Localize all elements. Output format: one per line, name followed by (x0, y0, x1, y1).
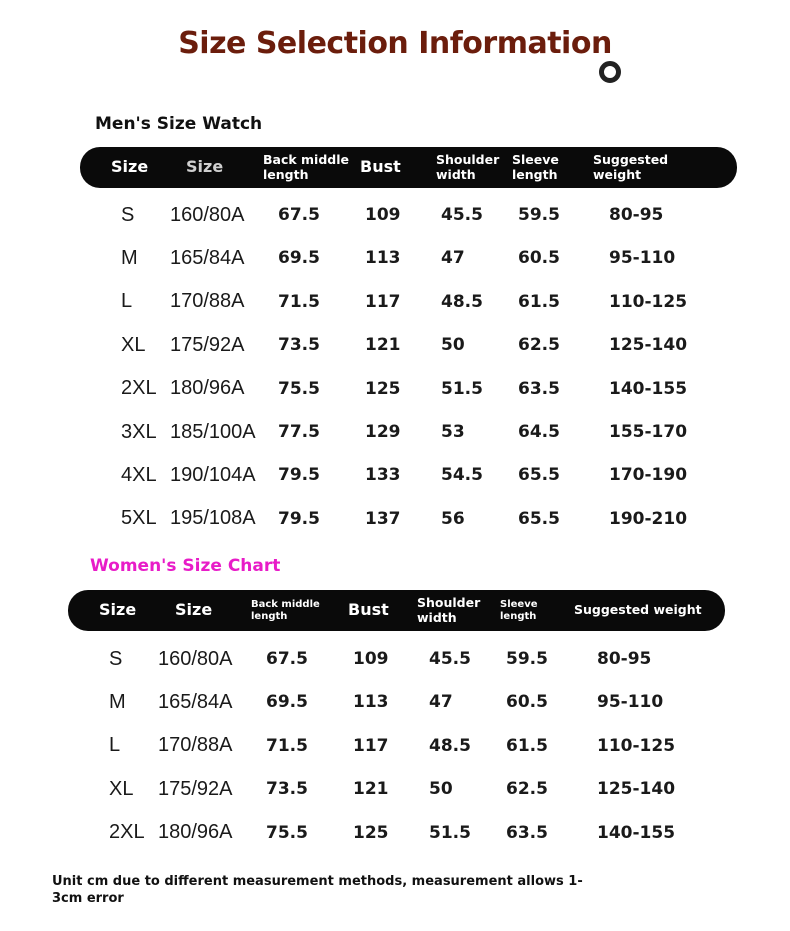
bust-cell: 117 (365, 291, 401, 312)
table-row (0, 287, 790, 317)
weight-cell: 140-155 (597, 822, 676, 843)
size-label-cell: 3XL (121, 420, 157, 443)
page-title: Size Selection Information (178, 26, 612, 61)
size-code-cell: 170/88A (170, 290, 245, 313)
women-section-title: Women's Size Chart (90, 556, 281, 576)
weight-cell: 80-95 (609, 205, 664, 225)
sleeve-header: Sleeve length (512, 152, 559, 182)
back-length-cell: 71.5 (266, 735, 308, 756)
weight-cell: 95-110 (609, 248, 676, 269)
shoulder-cell: 47 (429, 692, 453, 713)
sleeve-cell: 60.5 (506, 692, 548, 713)
size-code-cell: 165/84A (158, 690, 233, 713)
table-row (0, 644, 790, 674)
size-label-cell: M (109, 690, 126, 713)
bust-header: Bust (348, 600, 389, 620)
bust-cell: 137 (365, 508, 401, 529)
size-label-cell: L (121, 290, 133, 313)
back-length-cell: 67.5 (278, 205, 320, 225)
men-section-title: Men's Size Watch (95, 114, 263, 134)
size-code-cell: 175/92A (158, 777, 233, 800)
shoulder-cell: 45.5 (429, 649, 471, 669)
sleeve-cell: 63.5 (518, 378, 560, 399)
bust-cell: 113 (353, 692, 389, 713)
shoulder-cell: 50 (429, 779, 453, 800)
shoulder-cell: 56 (441, 508, 465, 529)
back-length-cell: 73.5 (278, 335, 320, 356)
sleeve-cell: 59.5 (518, 205, 560, 225)
sleeve-cell: 63.5 (506, 822, 548, 843)
back-length-cell: 77.5 (278, 422, 320, 442)
table-row (0, 330, 790, 360)
shoulder-cell: 50 (441, 335, 465, 356)
bust-cell: 109 (365, 205, 401, 225)
bust-cell: 109 (353, 649, 389, 669)
sleeve-cell: 61.5 (518, 291, 560, 312)
size-label-cell: L (109, 734, 121, 757)
size-code-cell: 175/92A (170, 333, 245, 356)
size-code-cell: 160/80A (158, 647, 233, 670)
bust-cell: 133 (365, 465, 401, 486)
sleeve-cell: 59.5 (506, 649, 548, 669)
sleeve-cell: 65.5 (518, 465, 560, 486)
size-code-cell: 160/80A (170, 203, 245, 226)
table-row (0, 460, 790, 490)
size-label-cell: M (121, 246, 138, 269)
size-label-header: Size (111, 157, 149, 177)
size-label-cell: 5XL (121, 507, 157, 530)
shoulder-cell: 47 (441, 248, 465, 269)
sleeve-cell: 60.5 (518, 248, 560, 269)
table-row (0, 774, 790, 804)
shoulder-cell: 51.5 (429, 822, 471, 843)
size-label-cell: S (109, 647, 123, 670)
size-label-cell: 2XL (121, 377, 157, 400)
weight-cell: 140-155 (609, 378, 688, 399)
weight-cell: 110-125 (597, 735, 676, 756)
table-row (0, 200, 790, 230)
bust-cell: 121 (365, 335, 401, 356)
weight-cell: 80-95 (597, 649, 652, 669)
back-length-cell: 67.5 (266, 649, 308, 669)
women-header-bar (68, 590, 725, 631)
weight-cell: 125-140 (597, 779, 676, 800)
back-length-cell: 75.5 (266, 822, 308, 843)
back-length-header: Back middle length (263, 152, 350, 182)
size-label-header: Size (99, 600, 137, 620)
size-label-cell: S (121, 203, 135, 226)
bust-cell: 117 (353, 735, 389, 756)
table-row (0, 374, 790, 404)
back-length-cell: 75.5 (278, 378, 320, 399)
size-code-cell: 190/104A (170, 463, 256, 486)
weight-cell: 170-190 (609, 465, 688, 486)
size-label-cell: XL (121, 333, 146, 356)
back-length-cell: 69.5 (278, 248, 320, 269)
sleeve-cell: 64.5 (518, 422, 560, 442)
measurement-note: Unit cm due to different measurement methods, measurement allows 1-3cm error (52, 874, 583, 906)
size-code-header: Size (186, 157, 224, 177)
size-code-cell: 180/96A (170, 377, 245, 400)
weight-cell: 155-170 (609, 422, 688, 442)
men-header-bar (80, 147, 737, 188)
shoulder-cell: 45.5 (441, 205, 483, 225)
table-row (0, 818, 790, 848)
sleeve-cell: 61.5 (506, 735, 548, 756)
table-row (0, 417, 790, 447)
back-length-cell: 69.5 (266, 692, 308, 713)
shoulder-cell: 54.5 (441, 465, 483, 486)
ring-icon (599, 61, 621, 83)
bust-cell: 121 (353, 779, 389, 800)
size-code-cell: 170/88A (158, 734, 233, 757)
back-length-header: Back middle length (251, 599, 320, 622)
sleeve-header: Sleeve length (500, 599, 538, 622)
shoulder-cell: 51.5 (441, 378, 483, 399)
back-length-cell: 71.5 (278, 291, 320, 312)
weight-cell: 110-125 (609, 291, 688, 312)
table-row (0, 687, 790, 717)
back-length-cell: 73.5 (266, 779, 308, 800)
bust-cell: 125 (365, 378, 401, 399)
size-code-cell: 195/108A (170, 507, 256, 530)
table-row (0, 504, 790, 534)
back-length-cell: 79.5 (278, 508, 320, 529)
size-label-cell: 4XL (121, 463, 157, 486)
shoulder-cell: 53 (441, 422, 465, 442)
bust-cell: 113 (365, 248, 401, 269)
shoulder-cell: 48.5 (441, 291, 483, 312)
sleeve-cell: 62.5 (506, 779, 548, 800)
shoulder-header: Shoulder width (436, 152, 500, 182)
weight-header: Suggested weight (593, 152, 669, 182)
sleeve-cell: 62.5 (518, 335, 560, 356)
size-code-cell: 165/84A (170, 246, 245, 269)
size-code-cell: 185/100A (170, 420, 256, 443)
size-code-header: Size (175, 600, 213, 620)
bust-cell: 125 (353, 822, 389, 843)
sleeve-cell: 65.5 (518, 508, 560, 529)
bust-cell: 129 (365, 422, 401, 442)
weight-cell: 95-110 (597, 692, 664, 713)
back-length-cell: 79.5 (278, 465, 320, 486)
table-row (0, 243, 790, 273)
shoulder-cell: 48.5 (429, 735, 471, 756)
weight-cell: 190-210 (609, 508, 688, 529)
table-row (0, 731, 790, 761)
weight-cell: 125-140 (609, 335, 688, 356)
size-label-cell: XL (109, 777, 134, 800)
bust-header: Bust (360, 157, 401, 177)
weight-header: Suggested weight (574, 602, 702, 618)
size-label-cell: 2XL (109, 821, 145, 844)
shoulder-header: Shoulder width (417, 595, 481, 625)
size-code-cell: 180/96A (158, 821, 233, 844)
